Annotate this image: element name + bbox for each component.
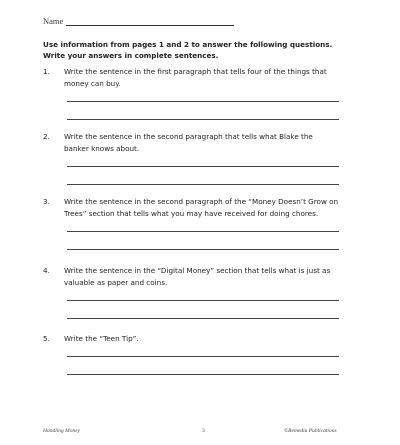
question-text-line: Write the sentence in the first paragraph that tells four of the things that: [64, 67, 327, 76]
question-text-line: Write the “Teen Tip”.: [64, 334, 139, 343]
answer-line-2b[interactable]: [67, 184, 339, 185]
question-text: [64, 66, 349, 90]
footer-copyright: ©Remedia Publications: [284, 428, 337, 434]
question-text-line: money can buy.: [64, 79, 121, 88]
question-text-line: Trees” section that tells what you may have received for doing chores.: [64, 209, 319, 218]
answer-line-2a[interactable]: [67, 166, 339, 167]
question-text: [64, 333, 349, 345]
page-number: 3: [202, 428, 205, 434]
question-text: [64, 265, 349, 289]
footer-title: Handling Money: [43, 428, 81, 434]
answer-line-3b[interactable]: [67, 249, 339, 250]
question-text-line: Write the sentence in the second paragraph that tells what Blake the: [64, 132, 313, 141]
question-text-line: Write the sentence in the second paragraph of the “Money Doesn’t Grow on: [64, 197, 339, 206]
question-text: [64, 196, 349, 220]
question-text: [64, 131, 349, 155]
question-number: 2.: [43, 132, 50, 141]
question-number: 5.: [43, 334, 50, 343]
instructions: [43, 39, 363, 61]
answer-line-4a[interactable]: [67, 300, 339, 301]
answer-line-1a[interactable]: [67, 101, 339, 102]
question-text-line: banker knows about.: [64, 144, 140, 153]
question-number: 1.: [43, 67, 50, 76]
answer-line-5a[interactable]: [67, 356, 339, 357]
name-label: Name: [43, 16, 64, 26]
question-number: 3.: [43, 197, 50, 206]
answer-line-1b[interactable]: [67, 119, 339, 120]
answer-line-3a[interactable]: [67, 231, 339, 232]
instructions-line-2: Write your answers in complete sentences.: [43, 51, 219, 60]
answer-line-4b[interactable]: [67, 318, 339, 319]
question-text-line: valuable as paper and coins.: [64, 278, 168, 287]
name-field[interactable]: [66, 16, 234, 26]
answer-line-5b[interactable]: [67, 374, 339, 375]
instructions-line-1: Use information from pages 1 and 2 to answer the following questions.: [43, 40, 333, 49]
name-row: [43, 16, 234, 26]
question-number: 4.: [43, 266, 50, 275]
question-text-line: Write the sentence in the “Digital Money” section that tells what is just as: [64, 266, 331, 275]
